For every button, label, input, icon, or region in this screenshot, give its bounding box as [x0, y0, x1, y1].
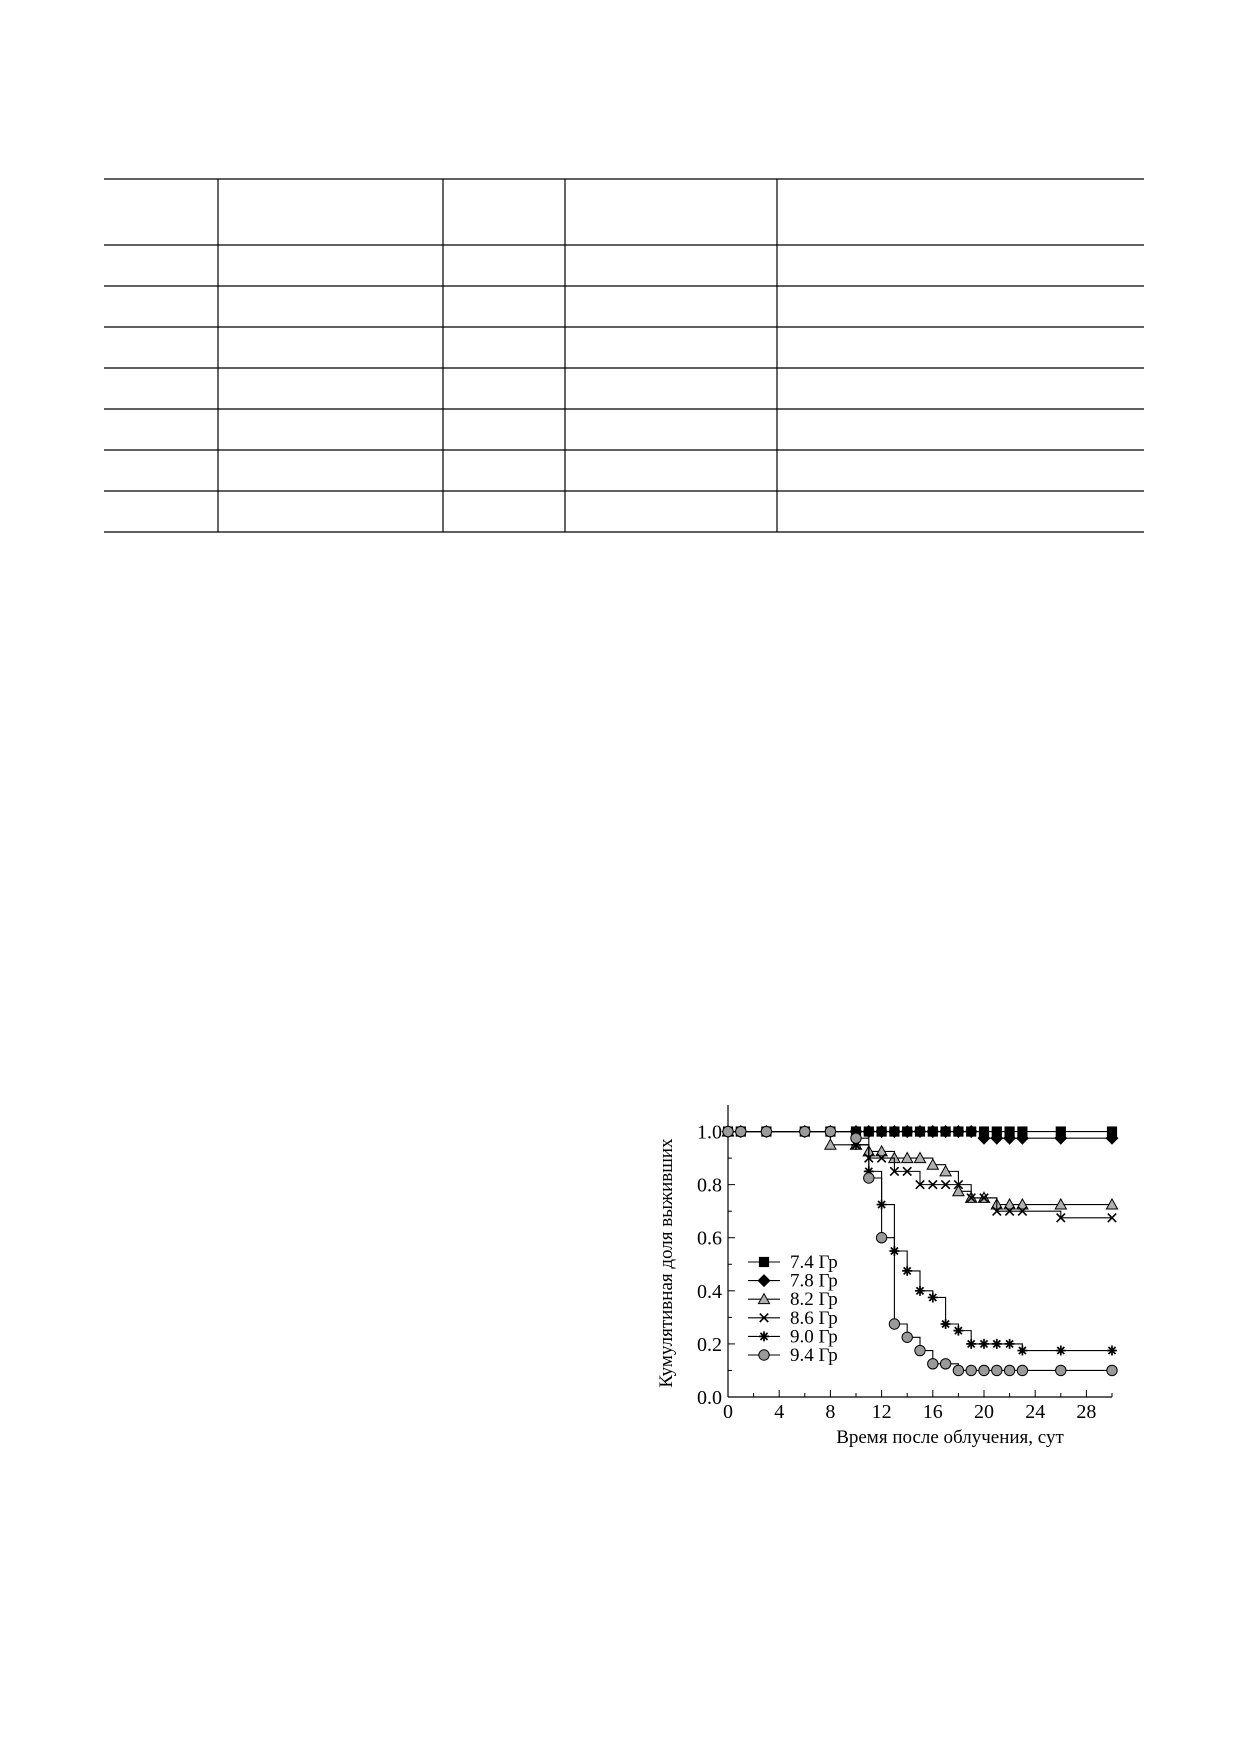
legend-label: 7.4 Гр — [790, 1252, 838, 1273]
series-point — [928, 1359, 938, 1369]
series-layer — [722, 1126, 1118, 1376]
series-line — [728, 1132, 1112, 1351]
series-point — [1106, 1199, 1117, 1209]
y-tick-label: 0.0 — [697, 1387, 722, 1409]
series-point — [902, 1266, 912, 1276]
series-line — [728, 1132, 1112, 1371]
series-point — [940, 1359, 950, 1369]
x-tick-label: 4 — [774, 1401, 785, 1423]
y-tick-label: 0.2 — [697, 1333, 722, 1356]
series-point — [1107, 1346, 1117, 1356]
series-point — [864, 1173, 874, 1183]
y-tick-label: 0.4 — [697, 1280, 722, 1303]
series-point — [1107, 1365, 1117, 1375]
legend-label: 9.4 Гр — [790, 1345, 838, 1366]
series-point — [979, 1365, 989, 1375]
y-axis-title: Кумулятивная доля выживших — [656, 1138, 677, 1388]
chart-legend — [748, 1252, 838, 1366]
series-point — [759, 1257, 768, 1266]
series-point — [800, 1126, 810, 1136]
series-point — [1017, 1365, 1027, 1375]
series-point — [915, 1286, 925, 1296]
series-point — [1055, 1199, 1066, 1209]
series-line — [728, 1132, 1112, 1205]
series-point — [953, 1365, 963, 1375]
x-tick-label: 12 — [871, 1401, 892, 1423]
legend-label: 9.0 Гр — [790, 1326, 838, 1348]
legend-label: 8.2 Гр — [790, 1289, 838, 1311]
series-point — [941, 1319, 951, 1329]
series-point — [759, 1350, 769, 1360]
series-point — [927, 1159, 938, 1169]
series-point — [851, 1133, 861, 1143]
series-point — [953, 1326, 963, 1336]
x-tick-label: 0 — [723, 1401, 733, 1423]
series-point — [940, 1166, 951, 1176]
series-point — [736, 1126, 746, 1136]
series-point — [902, 1152, 913, 1162]
x-axis-title: Время после облучения, сут — [836, 1427, 1064, 1448]
series-point — [992, 1365, 1002, 1375]
series-point — [992, 1339, 1002, 1349]
series-point — [953, 1186, 964, 1196]
series-point — [723, 1126, 733, 1136]
series-point — [758, 1294, 769, 1304]
series-point — [966, 1339, 976, 1349]
series-point — [1056, 1365, 1066, 1375]
series-point — [1004, 1365, 1014, 1375]
series-point — [914, 1152, 925, 1162]
series-point — [825, 1139, 836, 1149]
x-tick-label: 28 — [1076, 1401, 1097, 1423]
series-point — [1005, 1339, 1015, 1349]
series-point — [876, 1233, 886, 1243]
y-tick-label: 1.0 — [697, 1121, 722, 1144]
legend-label: 7.8 Гр — [790, 1270, 838, 1292]
series-point — [889, 1319, 899, 1329]
legend-label: 8.6 Гр — [790, 1307, 838, 1329]
series-point — [825, 1126, 835, 1136]
x-tick-label: 20 — [974, 1401, 994, 1423]
series-point — [1056, 1346, 1066, 1356]
series-group — [723, 1126, 1117, 1375]
x-tick-label: 8 — [825, 1401, 836, 1423]
series-point — [761, 1126, 771, 1136]
x-tick-label: 16 — [922, 1401, 943, 1423]
series-point — [966, 1365, 976, 1375]
x-tick-label: 24 — [1025, 1401, 1046, 1423]
series-point — [979, 1339, 989, 1349]
series-point — [1017, 1346, 1027, 1356]
y-tick-label: 0.8 — [697, 1174, 722, 1197]
series-point — [915, 1345, 925, 1355]
series-point — [928, 1292, 938, 1302]
y-tick-label: 0.6 — [697, 1227, 722, 1250]
series-point — [759, 1331, 769, 1341]
series-point — [758, 1275, 770, 1287]
series-point — [902, 1332, 912, 1342]
